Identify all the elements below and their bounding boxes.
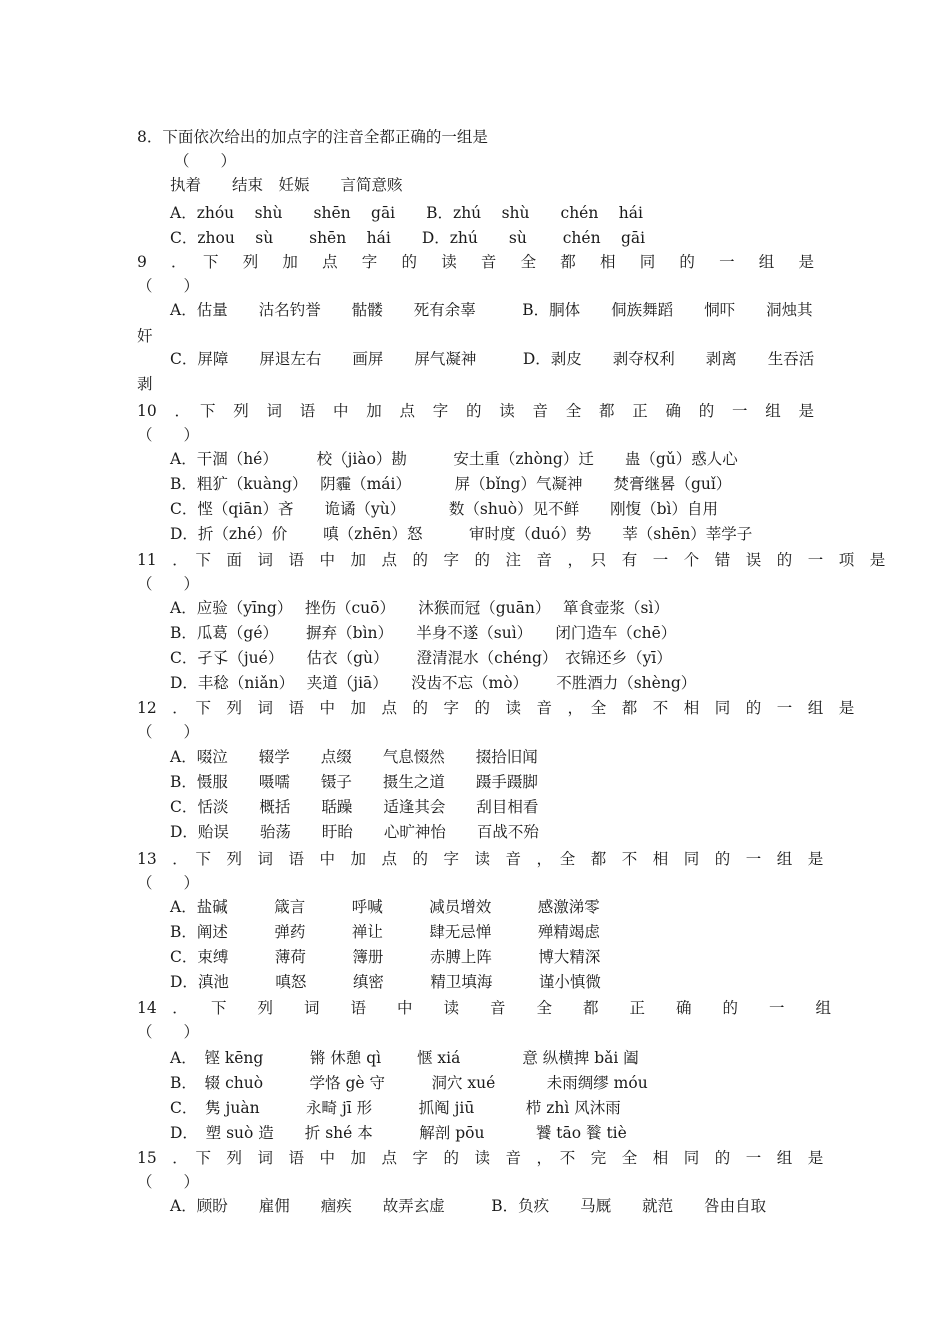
- q15-answer-paren: （ ）: [137, 1173, 200, 1191]
- q9-stem: 9 ． 下 列 加 点 字 的 读 音 全 都 相 同 的 一 组 是: [137, 253, 814, 271]
- q10-option-d: D．折（zhé）价 嗔（zhēn）怒 审时度（duó）势 莘（shēn）莘学子: [170, 525, 753, 543]
- q12-answer-paren: （ ）: [137, 723, 200, 741]
- q15-stem: 15 ． 下 列 词 语 中 加 点 字 的 读 音 ， 不 完 全 相 同 的 一 组 是: [137, 1149, 824, 1167]
- q11-option-b: B．瓜葛（gé） 摒弃（bìn） 半身不遂（suì） 闭门造车（chē）: [170, 624, 677, 642]
- q11-answer-paren: （ ）: [137, 575, 200, 593]
- q8-option-ab: A．zhóu shù shēn gāi B．zhú shù chén hái: [170, 204, 643, 222]
- q14-option-a: A． 铿 kēng 锵 休憩 qì 惬 xiá 意 纵横捭 bǎi 阖: [170, 1049, 639, 1067]
- q8-answer-paren: （ ）: [174, 152, 237, 170]
- q9-option-cd: C．屏障 屏退左右 画屏 屏气凝神 D．剥皮 剥夺权利 剥离 生吞活: [170, 350, 815, 368]
- q15-option-ab: A．顾盼 雇佣 痼疾 故弄玄虚 B．负疚 马厩 就范 咎由自取: [170, 1197, 767, 1215]
- q11-option-d: D．丰稔（niǎn） 夹道（jiā） 没齿不忘（mò） 不胜酒力（shèng）: [170, 674, 697, 692]
- q11-option-c: C．孑孓（jué） 估衣（gù） 澄清混水（chéng） 衣锦还乡（yī）: [170, 649, 672, 667]
- q14-option-d: D． 塑 suò 造 折 shé 本 解剖 pōu 饕 tāo 餮 tiè: [170, 1124, 627, 1142]
- q11-stem: 11 ． 下 面 词 语 中 加 点 的 字 的 注 音 ， 只 有 一 个 错 误 的 一 项 是: [137, 551, 886, 569]
- q14-option-b: B． 辍 chuò 学恪 gè 守 洞穴 xué 未雨绸缪 móu: [170, 1074, 648, 1092]
- q10-option-c: C．悭（qiān）吝 诡谲（yù） 数（shuò）见不鲜 刚愎（bì）自用: [170, 500, 719, 518]
- q13-option-c: C．束缚 薄荷 簿册 赤膊上阵 博大精深: [170, 948, 601, 966]
- q10-stem: 10 ． 下 列 词 语 中 加 点 字 的 读 音 全 都 正 确 的 一 组 是: [137, 402, 814, 420]
- q12-option-c: C．恬淡 概括 聒躁 适逢其会 刮目相看: [170, 798, 539, 816]
- q13-answer-paren: （ ）: [137, 874, 200, 892]
- q8-stem: 8．下面依次给出的加点字的注音全都正确的一组是: [137, 128, 488, 146]
- q13-stem: 13 ． 下 列 词 语 中 加 点 的 字 读 音 ， 全 都 不 相 同 的 一 组 是: [137, 850, 824, 868]
- q9-answer-paren: （ ）: [137, 277, 200, 295]
- q12-stem: 12 ． 下 列 词 语 中 加 点 的 字 的 读 音 ， 全 都 不 相 同 的 一 组 是: [137, 699, 855, 717]
- q10-option-b: B．粗犷（kuàng） 阴霾（mái） 屏（bǐng）气凝神 焚膏继晷（guǐ）: [170, 475, 732, 493]
- q13-option-a: A．盐碱 箴言 呼喊 减员增效 感激涕零: [170, 898, 600, 916]
- q8-words: 执着 结束 妊娠 言简意赅: [170, 176, 403, 194]
- q12-option-a: A．啜泣 辍学 点缀 气息惙然 掇拾旧闻: [170, 748, 538, 766]
- q9-option-cd-wrap: 剥: [137, 375, 153, 393]
- q14-option-c: C． 隽 juàn 永畸 jī 形 抓阄 jiū 栉 zhì 风沐雨: [170, 1099, 621, 1117]
- q12-option-b: B．慑服 嗫嚅 镊子 摄生之道 蹑手蹑脚: [170, 773, 538, 791]
- q13-option-b: B．阐述 弹药 禅让 肆无忌惮 殚精竭虑: [170, 923, 600, 941]
- q14-answer-paren: （ ）: [137, 1023, 200, 1041]
- q8-option-cd: C．zhou sù shēn hái D．zhú sù chén gāi: [170, 229, 646, 247]
- q13-option-d: D．滇池 嗔怒 缜密 精卫填海 谨小慎微: [170, 973, 601, 991]
- q10-answer-paren: （ ）: [137, 426, 200, 444]
- q11-option-a: A．应验（yīng） 挫伤（cuō） 沐猴而冠（guān） 箪食壶浆（sì）: [170, 599, 669, 617]
- q9-option-ab-wrap: 奸: [137, 327, 153, 345]
- q12-option-d: D．贻误 骀荡 盱眙 心旷神怡 百战不殆: [170, 823, 539, 841]
- q9-option-ab: A．估量 沽名钓誉 骷髅 死有余辜 B．胴体 侗族舞蹈 恫吓 洞烛其: [170, 301, 813, 319]
- q10-option-a: A．干涸（hé） 校（jiào）勘 安土重（zhòng）迁 蛊（gǔ）惑人心: [170, 450, 738, 468]
- q14-stem: 14 ． 下 列 词 语 中 读 音 全 都 正 确 的 一 组: [137, 999, 831, 1017]
